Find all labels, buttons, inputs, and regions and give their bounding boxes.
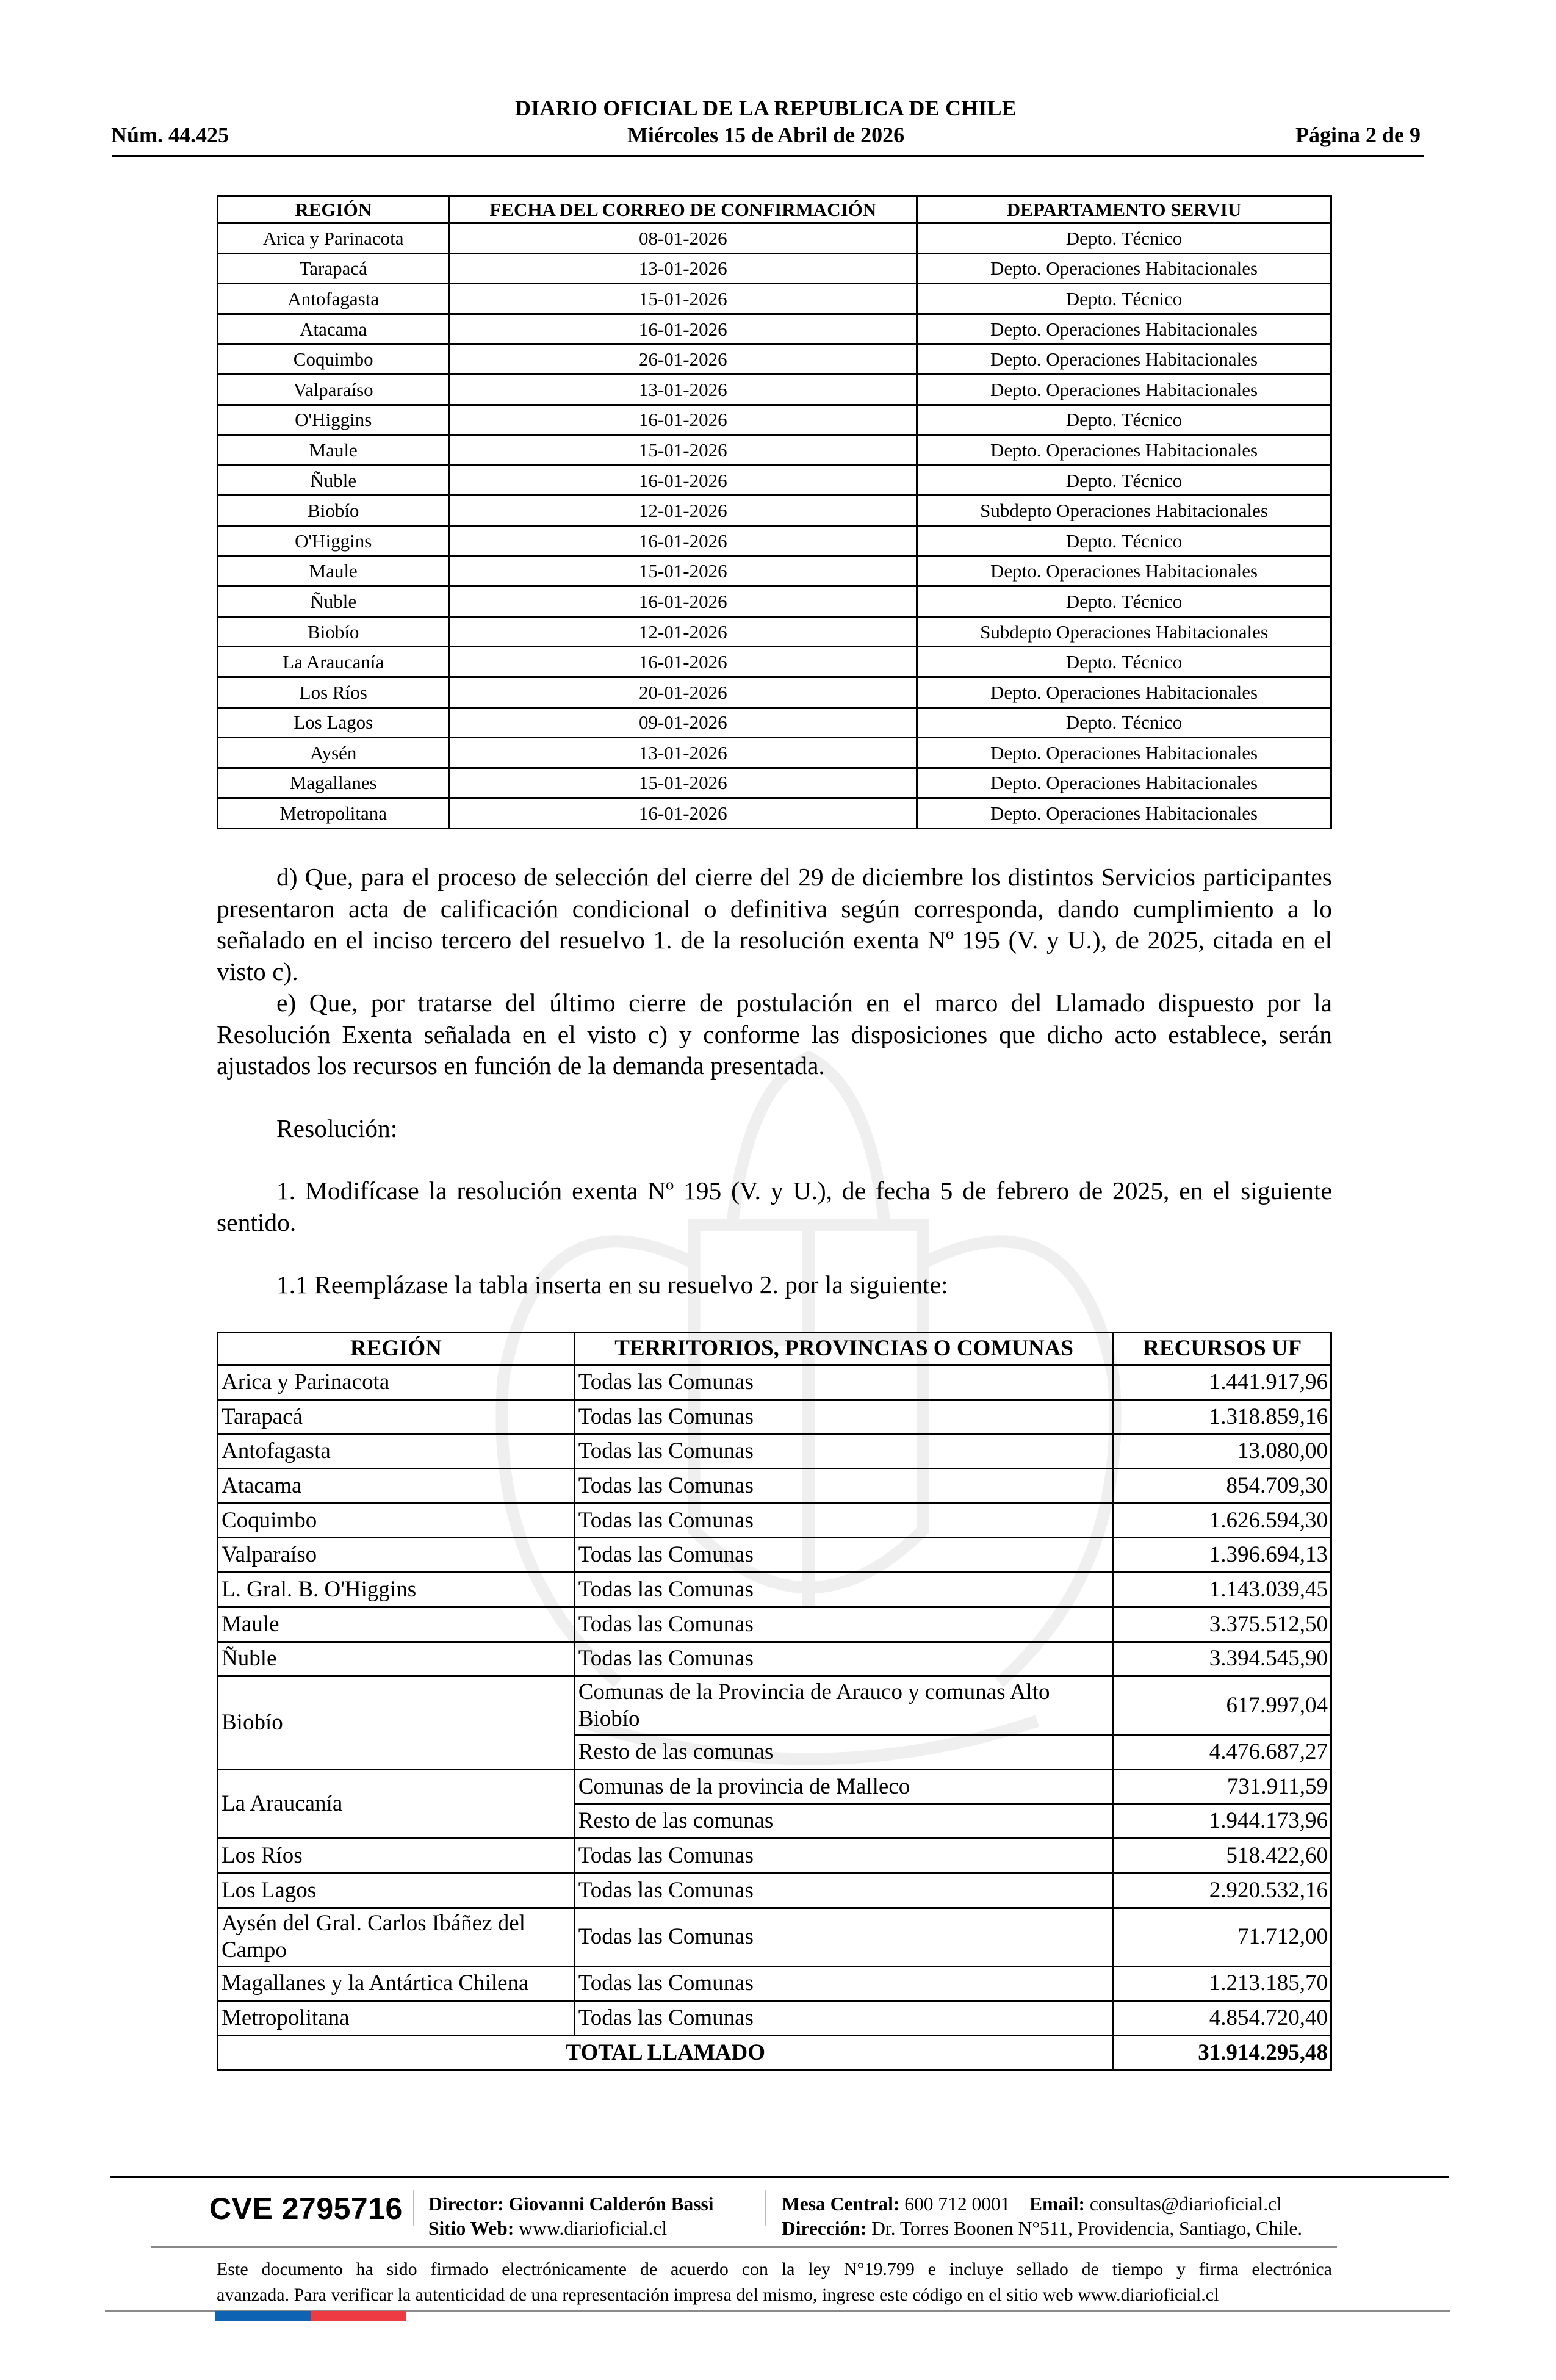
- footer-separator: [413, 2190, 414, 2226]
- table-row: [218, 525, 1331, 556]
- department-cell: Depto. Operaciones Habitacionales: [917, 768, 1331, 798]
- date-cell: 16-01-2026: [449, 465, 917, 496]
- territory-cell: Todas las Comunas: [574, 1573, 1114, 1607]
- date-cell: 13-01-2026: [449, 738, 917, 768]
- territory-cell: Resto de las comunas: [574, 1735, 1114, 1770]
- resources-cell: 1.396.694,13: [1114, 1538, 1331, 1573]
- address-label: Dirección:: [782, 2218, 867, 2239]
- department-cell: Depto. Operaciones Habitacionales: [917, 253, 1331, 284]
- table-row: [218, 314, 1331, 344]
- resolution-item-1-1: [217, 1269, 1332, 1301]
- region-cell: Maule: [218, 435, 449, 466]
- territory-cell: Todas las Comunas: [574, 1839, 1114, 1873]
- region-cell: Metropolitana: [218, 2001, 575, 2036]
- department-cell: Depto. Operaciones Habitacionales: [917, 798, 1331, 829]
- territory-cell: Todas las Comunas: [574, 1873, 1114, 1908]
- resources-cell: 1.318.859,16: [1114, 1399, 1331, 1434]
- department-cell: Subdepto Operaciones Habitacionales: [917, 496, 1331, 526]
- region-cell: Los Ríos: [218, 677, 449, 707]
- region-cell: Aysén: [218, 738, 449, 768]
- resources-cell: 13.080,00: [1114, 1434, 1331, 1469]
- region-cell: Coquimbo: [218, 1503, 575, 1538]
- territory-cell: Todas las Comunas: [574, 1399, 1114, 1434]
- department-cell: Depto. Técnico: [917, 707, 1331, 738]
- footer-divider-middle: [151, 2246, 1337, 2248]
- region-cell: Magallanes y la Antártica Chilena: [218, 1966, 575, 2001]
- table-row: [218, 374, 1331, 405]
- region-cell: Ñuble: [218, 586, 449, 617]
- confirmation-dates-table: [217, 195, 1332, 829]
- resources-cell: 1.441.917,96: [1114, 1365, 1331, 1400]
- resources-cell: 854.709,30: [1114, 1469, 1331, 1504]
- issue-number: Núm. 44.425: [111, 123, 229, 147]
- territory-cell: Todas las Comunas: [574, 2001, 1114, 2036]
- region-cell: Antofagasta: [218, 1434, 575, 1469]
- table-row: [218, 223, 1331, 254]
- resources-cell: 1.143.039,45: [1114, 1573, 1331, 1607]
- territory-cell: Comunas de la Provincia de Arauco y comunas Alto Biobío: [574, 1676, 1114, 1735]
- department-cell: Depto. Operaciones Habitacionales: [917, 374, 1331, 405]
- table-row: [218, 738, 1331, 768]
- footer-director-block: [428, 2192, 714, 2241]
- table-header-row: [218, 1333, 1331, 1365]
- region-cell: Coquimbo: [218, 344, 449, 375]
- table-total-row: [218, 2036, 1331, 2071]
- header-divider: [112, 155, 1424, 157]
- table-row: [218, 435, 1331, 466]
- website-label: Sitio Web:: [428, 2218, 514, 2239]
- region-cell: Magallanes: [218, 768, 449, 798]
- paragraph-e-text: e) Que, por tratarse del último cierre de postulación en el marco del Llamado dispuesto por la Resolución Exenta señalada en el visto c) y conforme las disposiciones que dicho acto establece, serán ajustados los recursos en función de la demanda presentada.: [217, 989, 1332, 1080]
- footer-contact-block: [782, 2192, 1302, 2241]
- table-row: [218, 253, 1331, 284]
- resources-cell: 1.626.594,30: [1114, 1503, 1331, 1538]
- resolution-item-1-1-text: 1.1 Reemplázase la tabla inserta en su resuelvo 2. por la siguiente:: [276, 1271, 948, 1299]
- column-header-date: FECHA DEL CORREO DE CONFIRMACIÓN: [449, 197, 917, 223]
- table-row: [218, 1966, 1331, 2001]
- table-row: [218, 1365, 1331, 1400]
- department-cell: Depto. Operaciones Habitacionales: [917, 738, 1331, 768]
- region-cell: Ñuble: [218, 465, 449, 496]
- territory-cell: Todas las Comunas: [574, 1538, 1114, 1573]
- date-cell: 16-01-2026: [449, 798, 917, 829]
- table-row: [218, 1538, 1331, 1573]
- date-cell: 16-01-2026: [449, 647, 917, 677]
- resolution-item-1: [217, 1175, 1332, 1238]
- resources-cell: 1.944.173,96: [1114, 1804, 1331, 1839]
- resources-cell: 71.712,00: [1114, 1908, 1331, 1966]
- territory-cell: Todas las Comunas: [574, 1365, 1114, 1400]
- date-cell: 09-01-2026: [449, 707, 917, 738]
- table-row: [218, 1607, 1331, 1642]
- footer-separator: [765, 2190, 766, 2226]
- address-value: Dr. Torres Boonen N°511, Providencia, Santiago, Chile.: [871, 2218, 1303, 2239]
- territory-cell: Todas las Comunas: [574, 1469, 1114, 1504]
- territory-cell: Todas las Comunas: [574, 1642, 1114, 1676]
- resolution-item-1-text: 1. Modifícase la resolución exenta Nº 195 (V. y U.), de fecha 5 de febrero de 2025, en el siguiente sentido.: [217, 1177, 1332, 1236]
- note-line-1: Este documento ha sido firmado electrónicamente de acuerdo con la ley N°19.799 e incluye sellado de tiempo y firma electrónica: [217, 2259, 1332, 2279]
- table-row: [218, 1434, 1331, 1469]
- cve-code: CVE 2795716: [209, 2191, 403, 2226]
- table-row: [218, 556, 1331, 586]
- table-header-row: [218, 197, 1331, 223]
- table-row: [218, 405, 1331, 435]
- region-cell: La Araucanía: [218, 1769, 575, 1838]
- department-cell: Depto. Operaciones Habitacionales: [917, 677, 1331, 707]
- region-cell: O'Higgins: [218, 525, 449, 556]
- territory-cell: Todas las Comunas: [574, 1908, 1114, 1966]
- table-row: [218, 1769, 1331, 1804]
- resources-cell: 731.911,59: [1114, 1769, 1331, 1804]
- table-row: [218, 1908, 1331, 1966]
- resources-cell: 2.920.532,16: [1114, 1873, 1331, 1908]
- resources-cell: 3.394.545,90: [1114, 1642, 1331, 1676]
- website-line: [428, 2216, 714, 2241]
- resources-cell: 617.997,04: [1114, 1676, 1331, 1735]
- date-cell: 12-01-2026: [449, 616, 917, 647]
- table-row: [218, 1503, 1331, 1538]
- region-cell: Valparaíso: [218, 374, 449, 405]
- region-cell: Ñuble: [218, 1642, 575, 1676]
- region-cell: Tarapacá: [218, 1399, 575, 1434]
- electronic-signature-note: [217, 2257, 1332, 2308]
- region-cell: Biobío: [218, 616, 449, 647]
- region-cell: Arica y Parinacota: [218, 223, 449, 254]
- table-row: [218, 768, 1331, 798]
- footer-divider-top: [110, 2176, 1449, 2178]
- date-cell: 16-01-2026: [449, 586, 917, 617]
- table-row: [218, 616, 1331, 647]
- paragraph-d: [217, 862, 1332, 987]
- region-cell: L. Gral. B. O'Higgins: [218, 1573, 575, 1607]
- column-header-region: REGIÓN: [218, 197, 449, 223]
- region-cell: Maule: [218, 556, 449, 586]
- territory-cell: Todas las Comunas: [574, 1503, 1114, 1538]
- table-row: [218, 798, 1331, 829]
- department-cell: Depto. Técnico: [917, 405, 1331, 435]
- date-cell: 16-01-2026: [449, 405, 917, 435]
- resources-cell: 3.375.512,50: [1114, 1607, 1331, 1642]
- newspaper-title: DIARIO OFICIAL DE LA REPUBLICA DE CHILE: [515, 96, 1017, 120]
- phone-value: 600 712 0001: [904, 2193, 1010, 2215]
- page-header: [110, 92, 1422, 159]
- department-cell: Depto. Técnico: [917, 586, 1331, 617]
- region-cell: Maule: [218, 1607, 575, 1642]
- director-line: [428, 2192, 714, 2216]
- date-cell: 15-01-2026: [449, 768, 917, 798]
- region-cell: Valparaíso: [218, 1538, 575, 1573]
- column-header-department: DEPARTAMENTO SERVIU: [917, 197, 1331, 223]
- region-cell: Tarapacá: [218, 253, 449, 284]
- department-cell: Depto. Técnico: [917, 465, 1331, 496]
- territory-cell: Todas las Comunas: [574, 1434, 1114, 1469]
- address-line: [782, 2216, 1302, 2241]
- date-cell: 08-01-2026: [449, 223, 917, 254]
- resources-cell: 1.213.185,70: [1114, 1966, 1331, 2001]
- page-indicator: Página 2 de 9: [1295, 123, 1421, 147]
- email-label: Email:: [1029, 2193, 1085, 2215]
- table-row: [218, 1573, 1331, 1607]
- territory-cell: Todas las Comunas: [574, 1966, 1114, 2001]
- table-row: [218, 344, 1331, 375]
- date-cell: 20-01-2026: [449, 677, 917, 707]
- table-row: [218, 2001, 1331, 2036]
- table-row: [218, 465, 1331, 496]
- table-row: [218, 1839, 1331, 1873]
- paragraph-e: [217, 987, 1332, 1082]
- region-cell: Los Lagos: [218, 707, 449, 738]
- table-row: [218, 1873, 1331, 1908]
- flag-stripe-blue: [215, 2311, 311, 2321]
- director-name: Giovanni Calderón Bassi: [508, 2193, 714, 2215]
- resources-by-region-table: [217, 1332, 1332, 2071]
- region-cell: La Araucanía: [218, 647, 449, 677]
- table-row: [218, 586, 1331, 617]
- department-cell: Subdepto Operaciones Habitacionales: [917, 616, 1331, 647]
- region-cell: Arica y Parinacota: [218, 1365, 575, 1400]
- resources-cell: 518.422,60: [1114, 1839, 1331, 1873]
- date-cell: 15-01-2026: [449, 435, 917, 466]
- flag-stripe-red: [311, 2311, 406, 2321]
- region-cell: Aysén del Gral. Carlos Ibáñez del Campo: [218, 1908, 575, 1966]
- territory-cell: Comunas de la provincia de Malleco: [574, 1769, 1114, 1804]
- resources-cell: 4.854.720,40: [1114, 2001, 1331, 2036]
- table-row: [218, 1676, 1331, 1735]
- date-cell: 15-01-2026: [449, 284, 917, 314]
- note-line-2: avanzada. Para verificar la autenticidad de una representación impresa del mismo, ingrese este código en el sitio web www.diarioficial.cl: [217, 2285, 1219, 2305]
- department-cell: Depto. Técnico: [917, 284, 1331, 314]
- table-row: [218, 1642, 1331, 1676]
- table-row: [218, 496, 1331, 526]
- region-cell: Biobío: [218, 1676, 575, 1770]
- website-link[interactable]: www.diarioficial.cl: [519, 2218, 668, 2239]
- issue-date: Miércoles 15 de Abril de 2026: [627, 123, 905, 147]
- resources-cell: 4.476.687,27: [1114, 1735, 1331, 1770]
- region-cell: Biobío: [218, 496, 449, 526]
- region-cell: Atacama: [218, 1469, 575, 1504]
- table-row: [218, 1469, 1331, 1504]
- date-cell: 16-01-2026: [449, 314, 917, 344]
- date-cell: 12-01-2026: [449, 496, 917, 526]
- date-cell: 26-01-2026: [449, 344, 917, 375]
- region-cell: O'Higgins: [218, 405, 449, 435]
- region-cell: Los Lagos: [218, 1873, 575, 1908]
- resolution-heading: [217, 1113, 1332, 1145]
- territory-cell: Resto de las comunas: [574, 1804, 1114, 1839]
- total-value: 31.914.295,48: [1114, 2036, 1331, 2071]
- date-cell: 15-01-2026: [449, 556, 917, 586]
- phone-label: Mesa Central:: [782, 2193, 900, 2215]
- department-cell: Depto. Operaciones Habitacionales: [917, 556, 1331, 586]
- region-cell: Los Ríos: [218, 1839, 575, 1873]
- table-row: [218, 677, 1331, 707]
- department-cell: Depto. Técnico: [917, 223, 1331, 254]
- table-row: [218, 647, 1331, 677]
- paragraph-d-text: d) Que, para el proceso de selección del cierre del 29 de diciembre los distintos Servicios participantes presentaron acta de calificación condicional o definitiva según corresponda, dando cumplimiento a lo señalado en el inciso tercero del resuelvo 1. de la resolución exenta Nº 195 (V. y U.), de 2025, citada en el visto c).: [217, 863, 1332, 986]
- department-cell: Depto. Técnico: [917, 647, 1331, 677]
- region-cell: Metropolitana: [218, 798, 449, 829]
- department-cell: Depto. Técnico: [917, 525, 1331, 556]
- date-cell: 13-01-2026: [449, 374, 917, 405]
- region-cell: Atacama: [218, 314, 449, 344]
- column-header-region: REGIÓN: [218, 1333, 575, 1365]
- date-cell: 13-01-2026: [449, 253, 917, 284]
- email-link[interactable]: consultas@diarioficial.cl: [1089, 2193, 1282, 2215]
- total-label: TOTAL LLAMADO: [218, 2036, 1114, 2071]
- region-cell: Antofagasta: [218, 284, 449, 314]
- director-label: Director:: [428, 2193, 504, 2215]
- department-cell: Depto. Operaciones Habitacionales: [917, 344, 1331, 375]
- resolution-heading-text: Resolución:: [276, 1114, 398, 1142]
- department-cell: Depto. Operaciones Habitacionales: [917, 435, 1331, 466]
- territory-cell: Todas las Comunas: [574, 1607, 1114, 1642]
- table-row: [218, 284, 1331, 314]
- column-header-resources: RECURSOS UF: [1114, 1333, 1331, 1365]
- table-row: [218, 1399, 1331, 1434]
- column-header-territories: TERRITORIOS, PROVINCIAS O COMUNAS: [574, 1333, 1114, 1365]
- table-row: [218, 707, 1331, 738]
- contact-line: [782, 2192, 1302, 2216]
- department-cell: Depto. Operaciones Habitacionales: [917, 314, 1331, 344]
- date-cell: 16-01-2026: [449, 525, 917, 556]
